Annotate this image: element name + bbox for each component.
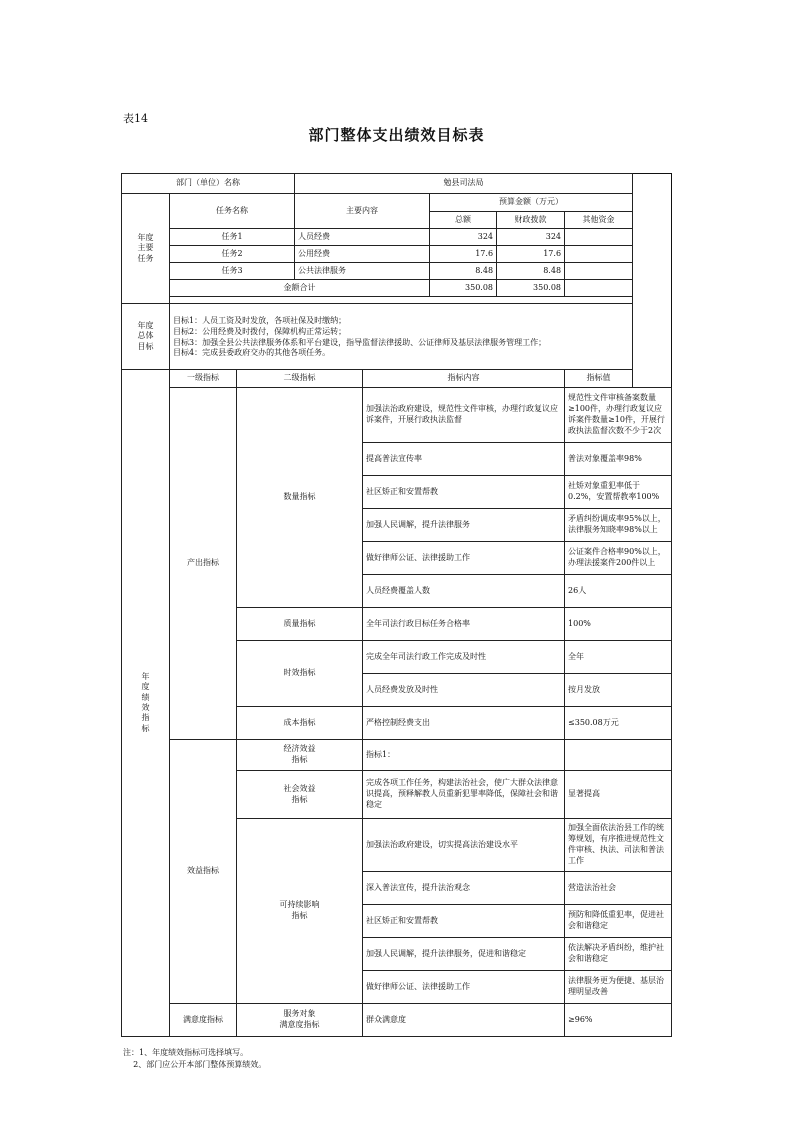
satisfaction-label: 满意度指标 [170,1004,237,1037]
sum-label: 金额合计 [170,280,430,297]
indicator-content: 指标1： [363,740,565,771]
task-fiscal: 8.48 [497,263,565,280]
table-row [122,740,672,771]
indicator-value: 法律服务更为便捷、基层治理明显改善 [565,971,672,1004]
dept-label: 部门（单位）名称 [122,174,295,194]
indicator-value: 预防和降低重犯率，促进社会和谐稳定 [565,905,672,938]
indicator-content: 社区矫正和安置帮教 [363,905,565,938]
footnotes [123,1047,266,1071]
benefit-label: 效益指标 [170,740,237,1004]
table-row [122,246,672,263]
indicator-value: 显著提高 [565,771,672,819]
col-level2: 二级指标 [237,370,363,388]
task-name: 任务2 [170,246,295,263]
indicator-value: 100% [565,608,672,641]
col-fiscal: 财政拨款 [497,212,565,229]
table-row [122,229,672,246]
indicator-value: 社矫对象重犯率低于0.2%，安置帮教率100% [565,476,672,509]
table-row [122,1004,672,1037]
indicator-value: ≤350.08万元 [565,707,672,740]
task-other [565,263,633,280]
indicators-section-text: 年 度 绩 效 指 标 [141,671,150,733]
col-other: 其他资金 [565,212,633,229]
indicator-content: 人员经费覆盖人数 [363,575,565,608]
indicator-content: 深入普法宣传，提升法治观念 [363,872,565,905]
sustainable-label: 可持续影响 指标 [237,819,363,1004]
dept-value: 勉县司法局 [295,174,633,194]
indicator-content: 严格控制经费支出 [363,707,565,740]
footnote-line: 2、部门应公开本部门整体预算绩效。 [123,1060,267,1069]
col-indicator-content: 指标内容 [363,370,565,388]
indicator-content: 加强人民调解，提升法律服务 [363,509,565,542]
indicator-content: 加强法治政府建设，规范性文件审核，办理行政复议应诉案件，开展行政执法监督 [363,388,565,443]
social-label: 社会效益 指标 [237,771,363,819]
table-number: 表14 [123,112,148,125]
performance-table [121,173,672,1037]
goal-line: 目标1：人员工资及时发放，各项社保及时缴纳； [173,315,347,325]
indicator-value: 规范性文件审核备案数量≥100件，办理行政复议应诉案件数量≥10件，开展行政执法监督次数不少于2次 [565,388,672,443]
task-name: 任务1 [170,229,295,246]
indicators-section-label [122,370,170,1037]
task-content: 人员经费 [295,229,430,246]
indicator-value: 营造法治社会 [565,872,672,905]
indicator-content: 群众满意度 [363,1004,565,1037]
indicator-content: 人员经费发放及时性 [363,674,565,707]
quality-label: 质量指标 [237,608,363,641]
task-content: 公用经费 [295,246,430,263]
indicator-value: 26人 [565,575,672,608]
satisfaction-l2-label: 服务对象 满意度指标 [237,1004,363,1037]
task-total: 324 [430,229,497,246]
indicator-value: 按月发放 [565,674,672,707]
indicator-value: 矛盾纠纷调成率95%以上，法律服务知晓率98%以上 [565,509,672,542]
table-row [122,388,672,443]
task-other [565,246,633,263]
table-row [122,263,672,280]
indicator-value [565,740,672,771]
indicator-value: 依法解决矛盾纠纷，维护社会和谐稳定 [565,938,672,971]
goal-line: 目标3：加强全县公共法律服务体系和平台建设，指导监督法律援助、公证律师及基层法律服务管理工作； [173,337,547,347]
task-total: 17.6 [430,246,497,263]
indicator-content: 加强人民调解，提升法律服务，促进和谐稳定 [363,938,565,971]
goal-line: 目标4：完成县委政府交办的其他各项任务。 [173,348,331,358]
output-label: 产出指标 [170,388,237,740]
col-total: 总额 [430,212,497,229]
col-budget: 预算金额（万元） [430,194,633,212]
indicator-content: 做好律师公证、法律援助工作 [363,542,565,575]
indicator-value: 加强全面依法治县工作的统筹规划，有序推进规范性文件审核、执法、司法和普法工作 [565,819,672,872]
economic-label: 经济效益 指标 [237,740,363,771]
indicator-content: 完成各项工作任务，构建法治社会，使广大群众法律意识提高，预释解教人员重新犯罪率降低，保障社会和谐稳定 [363,771,565,819]
cost-label: 成本指标 [237,707,363,740]
indicator-value: 全年 [565,641,672,674]
tasks-section-label [122,194,170,304]
indicator-value: 普法对象覆盖率98% [565,443,672,476]
spacer [170,297,633,304]
indicator-content: 提高普法宣传率 [363,443,565,476]
col-indicator-value: 指标值 [565,370,633,388]
timeliness-label: 时效指标 [237,641,363,707]
quantity-label: 数量指标 [237,388,363,608]
col-main-content: 主要内容 [295,194,430,229]
task-other [565,229,633,246]
sum-total: 350.08 [430,280,497,297]
goals-content [170,304,633,370]
indicator-value: 公证案件合格率90%以上，办理法援案件200件以上 [565,542,672,575]
task-content: 公共法律服务 [295,263,430,280]
indicator-content: 加强法治政府建设，切实提高法治建设水平 [363,819,565,872]
tasks-section-text: 年度 主要 任务 [137,232,154,263]
task-name: 任务3 [170,263,295,280]
task-fiscal: 17.6 [497,246,565,263]
indicator-content: 完成全年司法行政工作完成及时性 [363,641,565,674]
goals-section-label [122,304,170,370]
indicator-content: 全年司法行政目标任务合格率 [363,608,565,641]
task-fiscal: 324 [497,229,565,246]
col-task-name: 任务名称 [170,194,295,229]
sum-other [565,280,633,297]
indicator-content: 社区矫正和安置帮教 [363,476,565,509]
task-total: 8.48 [430,263,497,280]
sum-fiscal: 350.08 [497,280,565,297]
indicator-content: 做好律师公证、法律援助工作 [363,971,565,1004]
footnote-line: 注：1、年度绩效指标可选择填写。 [123,1048,249,1057]
goal-line: 目标2：公用经费及时拨付，保障机构正常运转； [173,326,347,336]
page-title: 部门整体支出绩效目标表 [308,126,485,144]
col-level1: 一级指标 [170,370,237,388]
indicator-value: ≥96% [565,1004,672,1037]
goals-section-text: 年度 总体 目标 [137,320,154,351]
